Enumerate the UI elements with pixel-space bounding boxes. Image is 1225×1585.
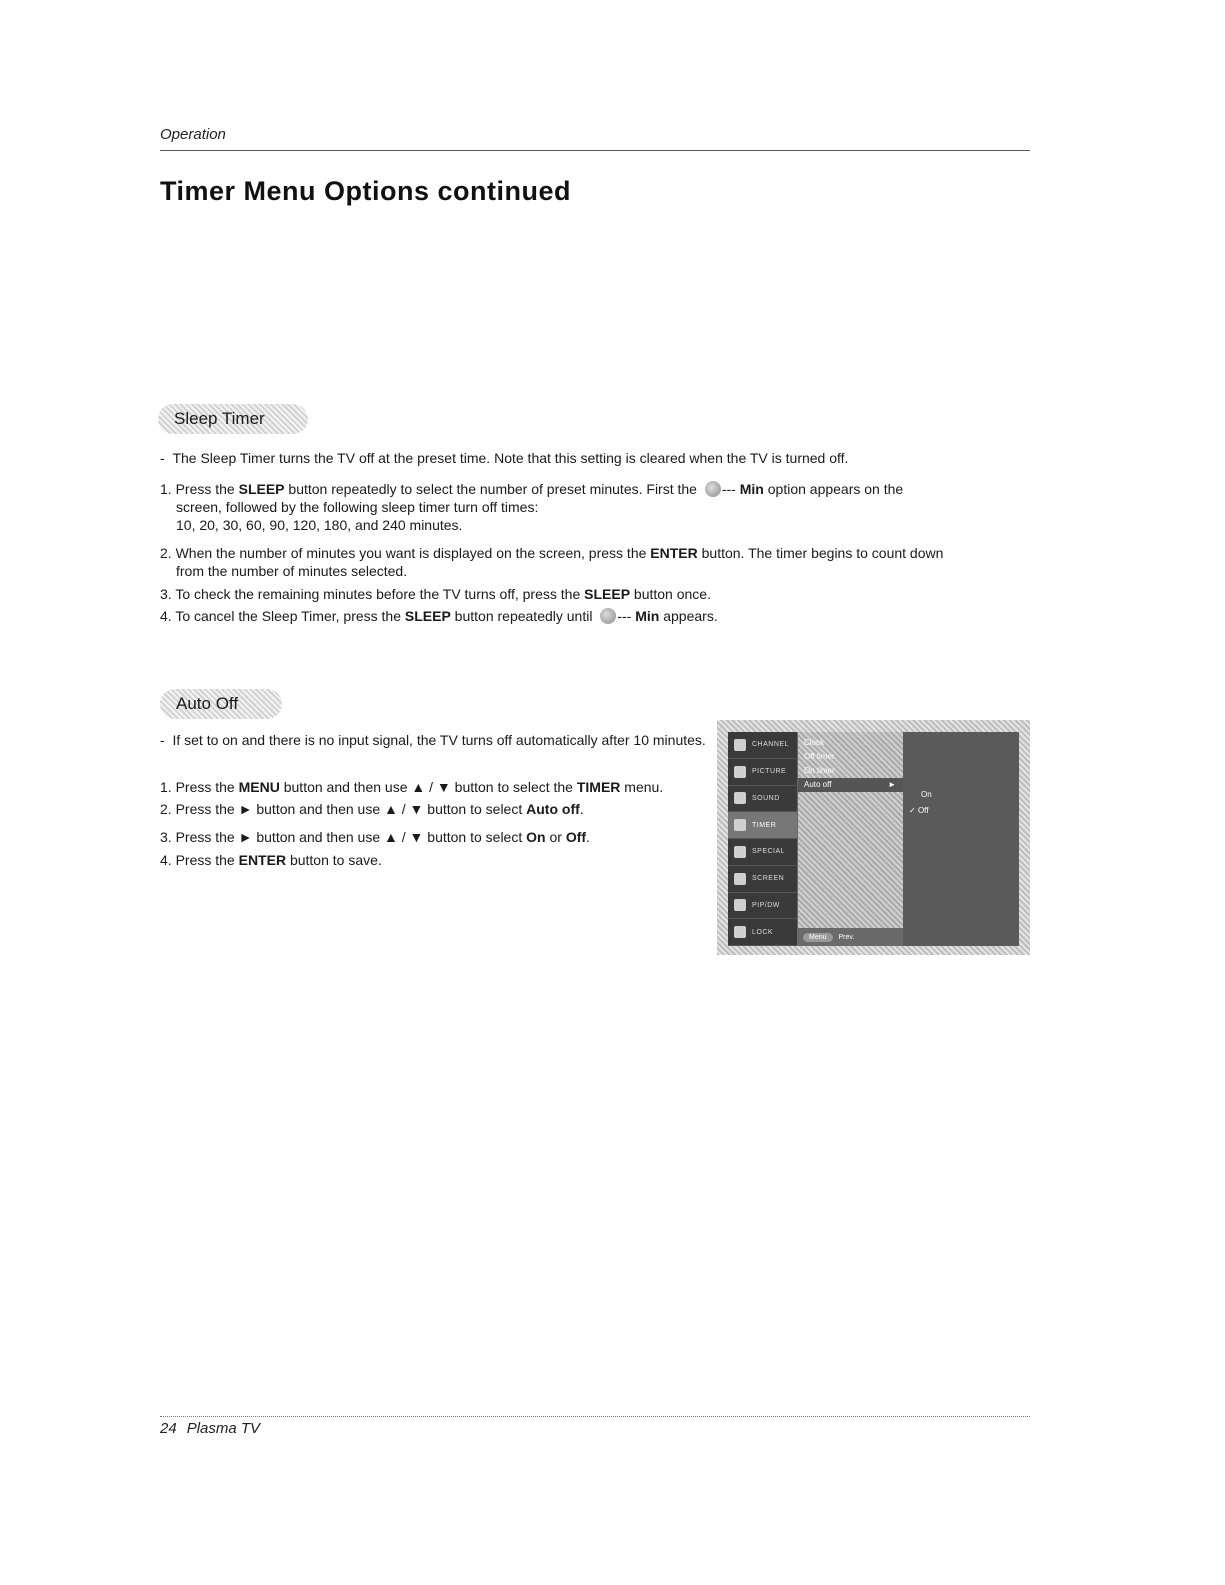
special-icon <box>734 846 746 858</box>
osd-side-channel: CHANNEL <box>728 732 806 759</box>
osd-item-clock: Clock <box>804 738 825 747</box>
auto-step-4: 4. Press the ENTER button to save. <box>160 852 382 868</box>
sleep-moon-icon <box>705 481 721 497</box>
page-footer <box>160 1420 260 1437</box>
osd-bottom-bar <box>797 928 903 946</box>
sleep-moon-icon <box>600 608 616 624</box>
auto-off-intro: - If set to on and there is no input signal, the TV turns off automatically after 10 minutes. <box>160 732 706 748</box>
check-icon: ✓ <box>909 806 916 815</box>
osd-side-screen: SCREEN <box>728 866 806 893</box>
tv-menu-screenshot <box>717 720 1030 955</box>
sleep-step-1: 1. Press the SLEEP button repeatedly to select the number of preset minutes. First the --- Min option appears on the screen, followed by the following sleep timer turn off times: 10, 20, 30, 60, 90, 120, 180, and 240 minutes. <box>160 481 904 533</box>
osd-item-auto-off: Auto off ► <box>798 778 904 792</box>
pip-icon <box>734 899 746 911</box>
osd-side-lock: LOCK <box>728 919 806 946</box>
osd-arrow-icon: ► <box>888 780 896 789</box>
sleep-step-2: 2. When the number of minutes you want is displayed on the screen, press the ENTER button. The timer begins to count down from the number of minutes selected. <box>160 545 944 579</box>
product-name: Plasma TV <box>186 1420 261 1437</box>
picture-icon <box>734 766 746 778</box>
sound-icon <box>734 792 746 804</box>
sleep-timer-intro: - The Sleep Timer turns the TV off at the preset time. Note that this setting is cleared when the TV is turned off. <box>160 450 849 466</box>
auto-step-3: 3. Press the ► button and then use ▲ / ▼ button to select On or Off. <box>160 829 590 845</box>
sleep-timer-heading: Sleep Timer <box>158 404 308 434</box>
osd-option-on: On <box>921 790 932 799</box>
top-rule <box>160 150 1030 151</box>
page-title: Timer Menu Options continued <box>160 176 572 206</box>
osd-side-picture: PICTURE <box>728 759 806 786</box>
page-number: 24 <box>160 1420 177 1437</box>
auto-off-heading: Auto Off <box>160 689 282 719</box>
timer-icon <box>734 819 746 831</box>
osd-side-sound: SOUND <box>728 786 806 813</box>
sleep-step-3: 3. To check the remaining minutes before the TV turns off, press the SLEEP button once. <box>160 586 711 602</box>
osd-menu-label: Menu <box>803 933 833 942</box>
osd-side-timer: TIMER <box>728 812 806 839</box>
osd-option-off: ✓ Off <box>909 806 929 815</box>
osd-sidebar <box>728 732 806 946</box>
auto-step-1: 1. Press the MENU button and then use ▲ / ▼ button to select the TIMER menu. <box>160 779 664 795</box>
lock-icon <box>734 926 746 938</box>
osd-timer-menu <box>797 732 904 946</box>
sleep-step-4: 4. To cancel the Sleep Timer, press the SLEEP button repeatedly until --- Min appears. <box>160 608 718 624</box>
osd-side-pipdw: PIP/DW <box>728 893 806 920</box>
osd-options-panel <box>903 732 1019 946</box>
screen-icon <box>734 873 746 885</box>
bottom-rule <box>160 1416 1030 1417</box>
channel-icon <box>734 739 746 751</box>
auto-step-2: 2. Press the ► button and then use ▲ / ▼ button to select Auto off. <box>160 801 584 817</box>
osd-item-off-timer: Off timer <box>804 752 835 761</box>
osd-prev-label: Prev. <box>838 933 855 941</box>
osd-item-on-timer: On timer <box>804 766 835 775</box>
osd-side-special: SPECIAL <box>728 839 806 866</box>
section-label: Operation <box>160 126 226 143</box>
